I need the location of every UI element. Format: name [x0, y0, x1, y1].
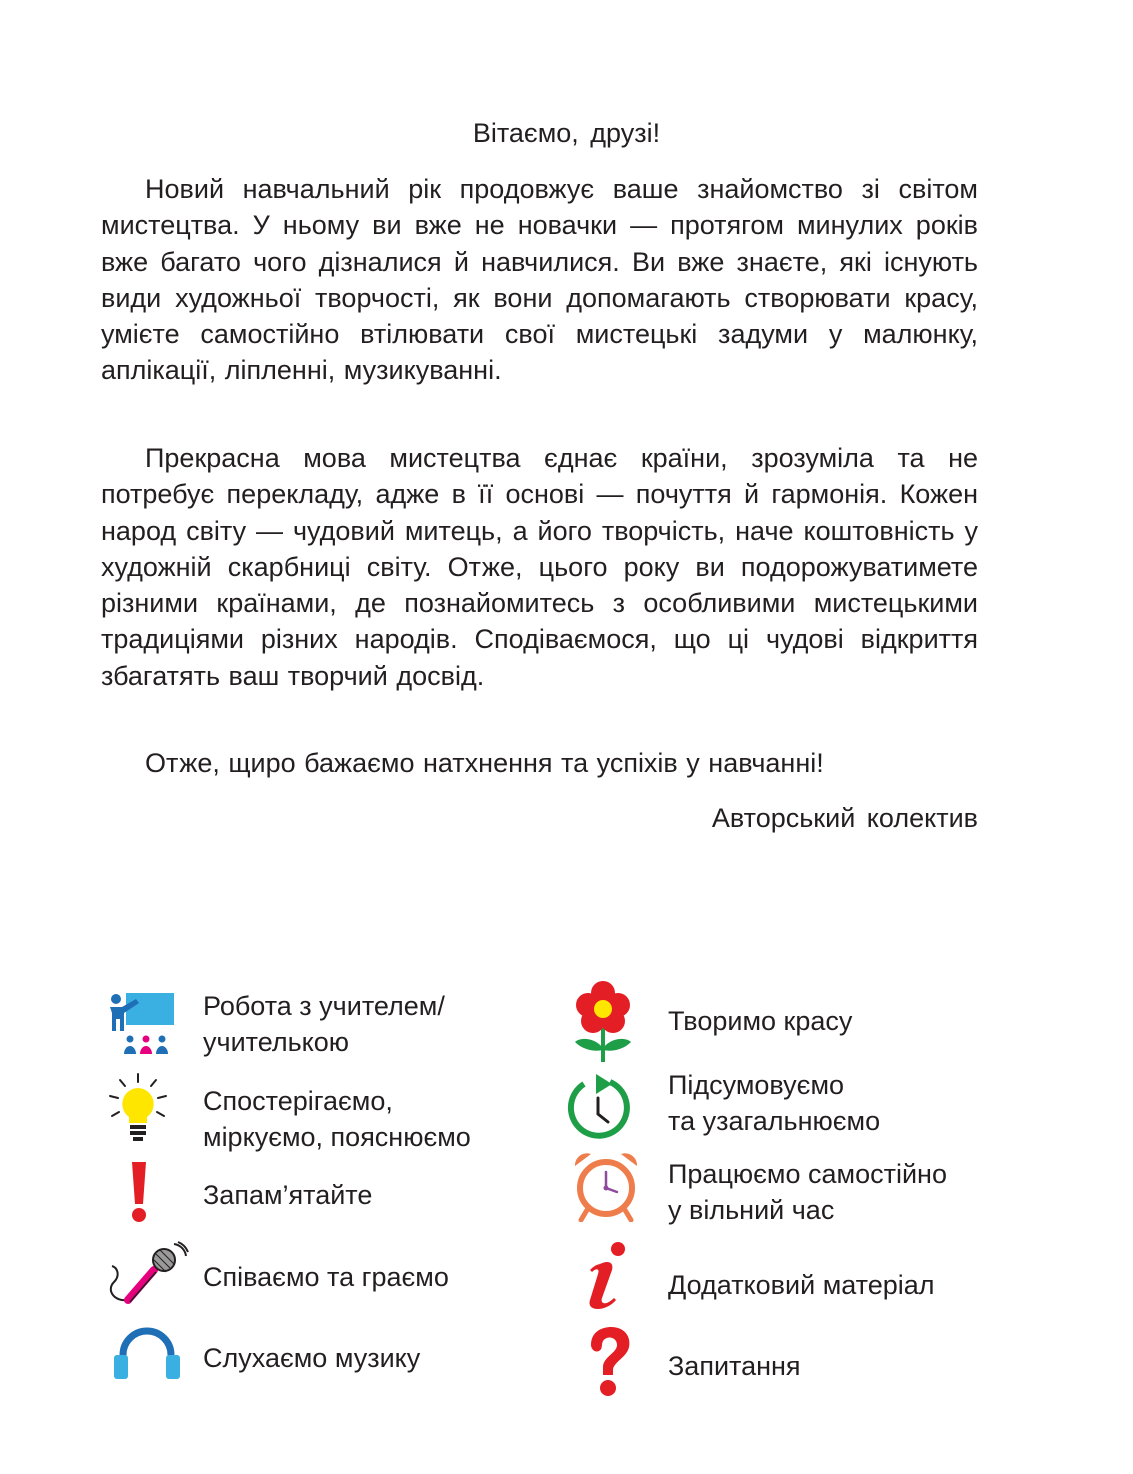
legend-label-headphones: Слухаємо музику	[203, 1343, 421, 1373]
legend-label-alarm-clock: Працюємо самостійно у вільний час	[668, 1159, 947, 1225]
legend-label-exclamation: Запам’ятайте	[203, 1180, 373, 1210]
legend-label-info: Додатковий матеріал	[668, 1270, 935, 1300]
clock-arrow-icon	[566, 1072, 634, 1142]
signature: Авторський колектив	[711, 803, 978, 833]
legend-label-lightbulb: Спостерігаємо, міркуємо, пояснюємо	[203, 1086, 471, 1152]
intro-paragraph-3: Отже, щиро бажаємо натхнення та успіхів у навчанні!	[145, 748, 824, 778]
alarm-clock-icon	[571, 1150, 641, 1222]
intro-paragraph-1: Новий навчальний рік продовжує ваше знайомство зі світом мистецтва. У ньому ви вже не новачки — протягом минулих років вже багато чого дізналися й навчилися. Ви вже знаєте, які існують види художньої творчості, як вони допомагають створювати красу, умієте самостійно втілювати свої мистецькі задуми у малюнку, аплікації, ліпленні, музикуванні.	[101, 174, 978, 386]
question-icon	[583, 1325, 633, 1399]
legend-label-clock-arrow: Підсумовуємо та узагальнюємо	[668, 1070, 881, 1136]
lightbulb-icon	[106, 1072, 170, 1144]
legend-label-question: Запитання	[668, 1351, 801, 1381]
flower-icon	[571, 980, 635, 1064]
info-icon	[580, 1240, 632, 1312]
legend-label-flower: Творимо красу	[668, 1006, 853, 1036]
headphones-icon	[111, 1325, 183, 1381]
microphone-icon	[104, 1240, 190, 1316]
teacher-icon	[104, 991, 176, 1055]
legend-label-teacher: Робота з учителем/ учителькою	[203, 991, 445, 1057]
legend-label-microphone: Співаємо та граємо	[203, 1262, 449, 1292]
exclamation-icon	[127, 1160, 151, 1224]
intro-paragraph-2: Прекрасна мова мистецтва єднає країни, зрозуміла та не потребує перекладу, адже в її основі — почуття й гармонія. Кожен народ світу — чудовий митець, а його творчість, наче коштовність у художній скарбниці світу. Отже, цього року ви подорожуватимете різними країнами, де познайомитесь з особливими мистецькими традиціями різних народів. Сподіваємося, що ці чудові відкриття збагатять ваш творчий досвід.	[101, 443, 978, 691]
greeting-heading: Вітаємо, друзі!	[472, 118, 661, 148]
